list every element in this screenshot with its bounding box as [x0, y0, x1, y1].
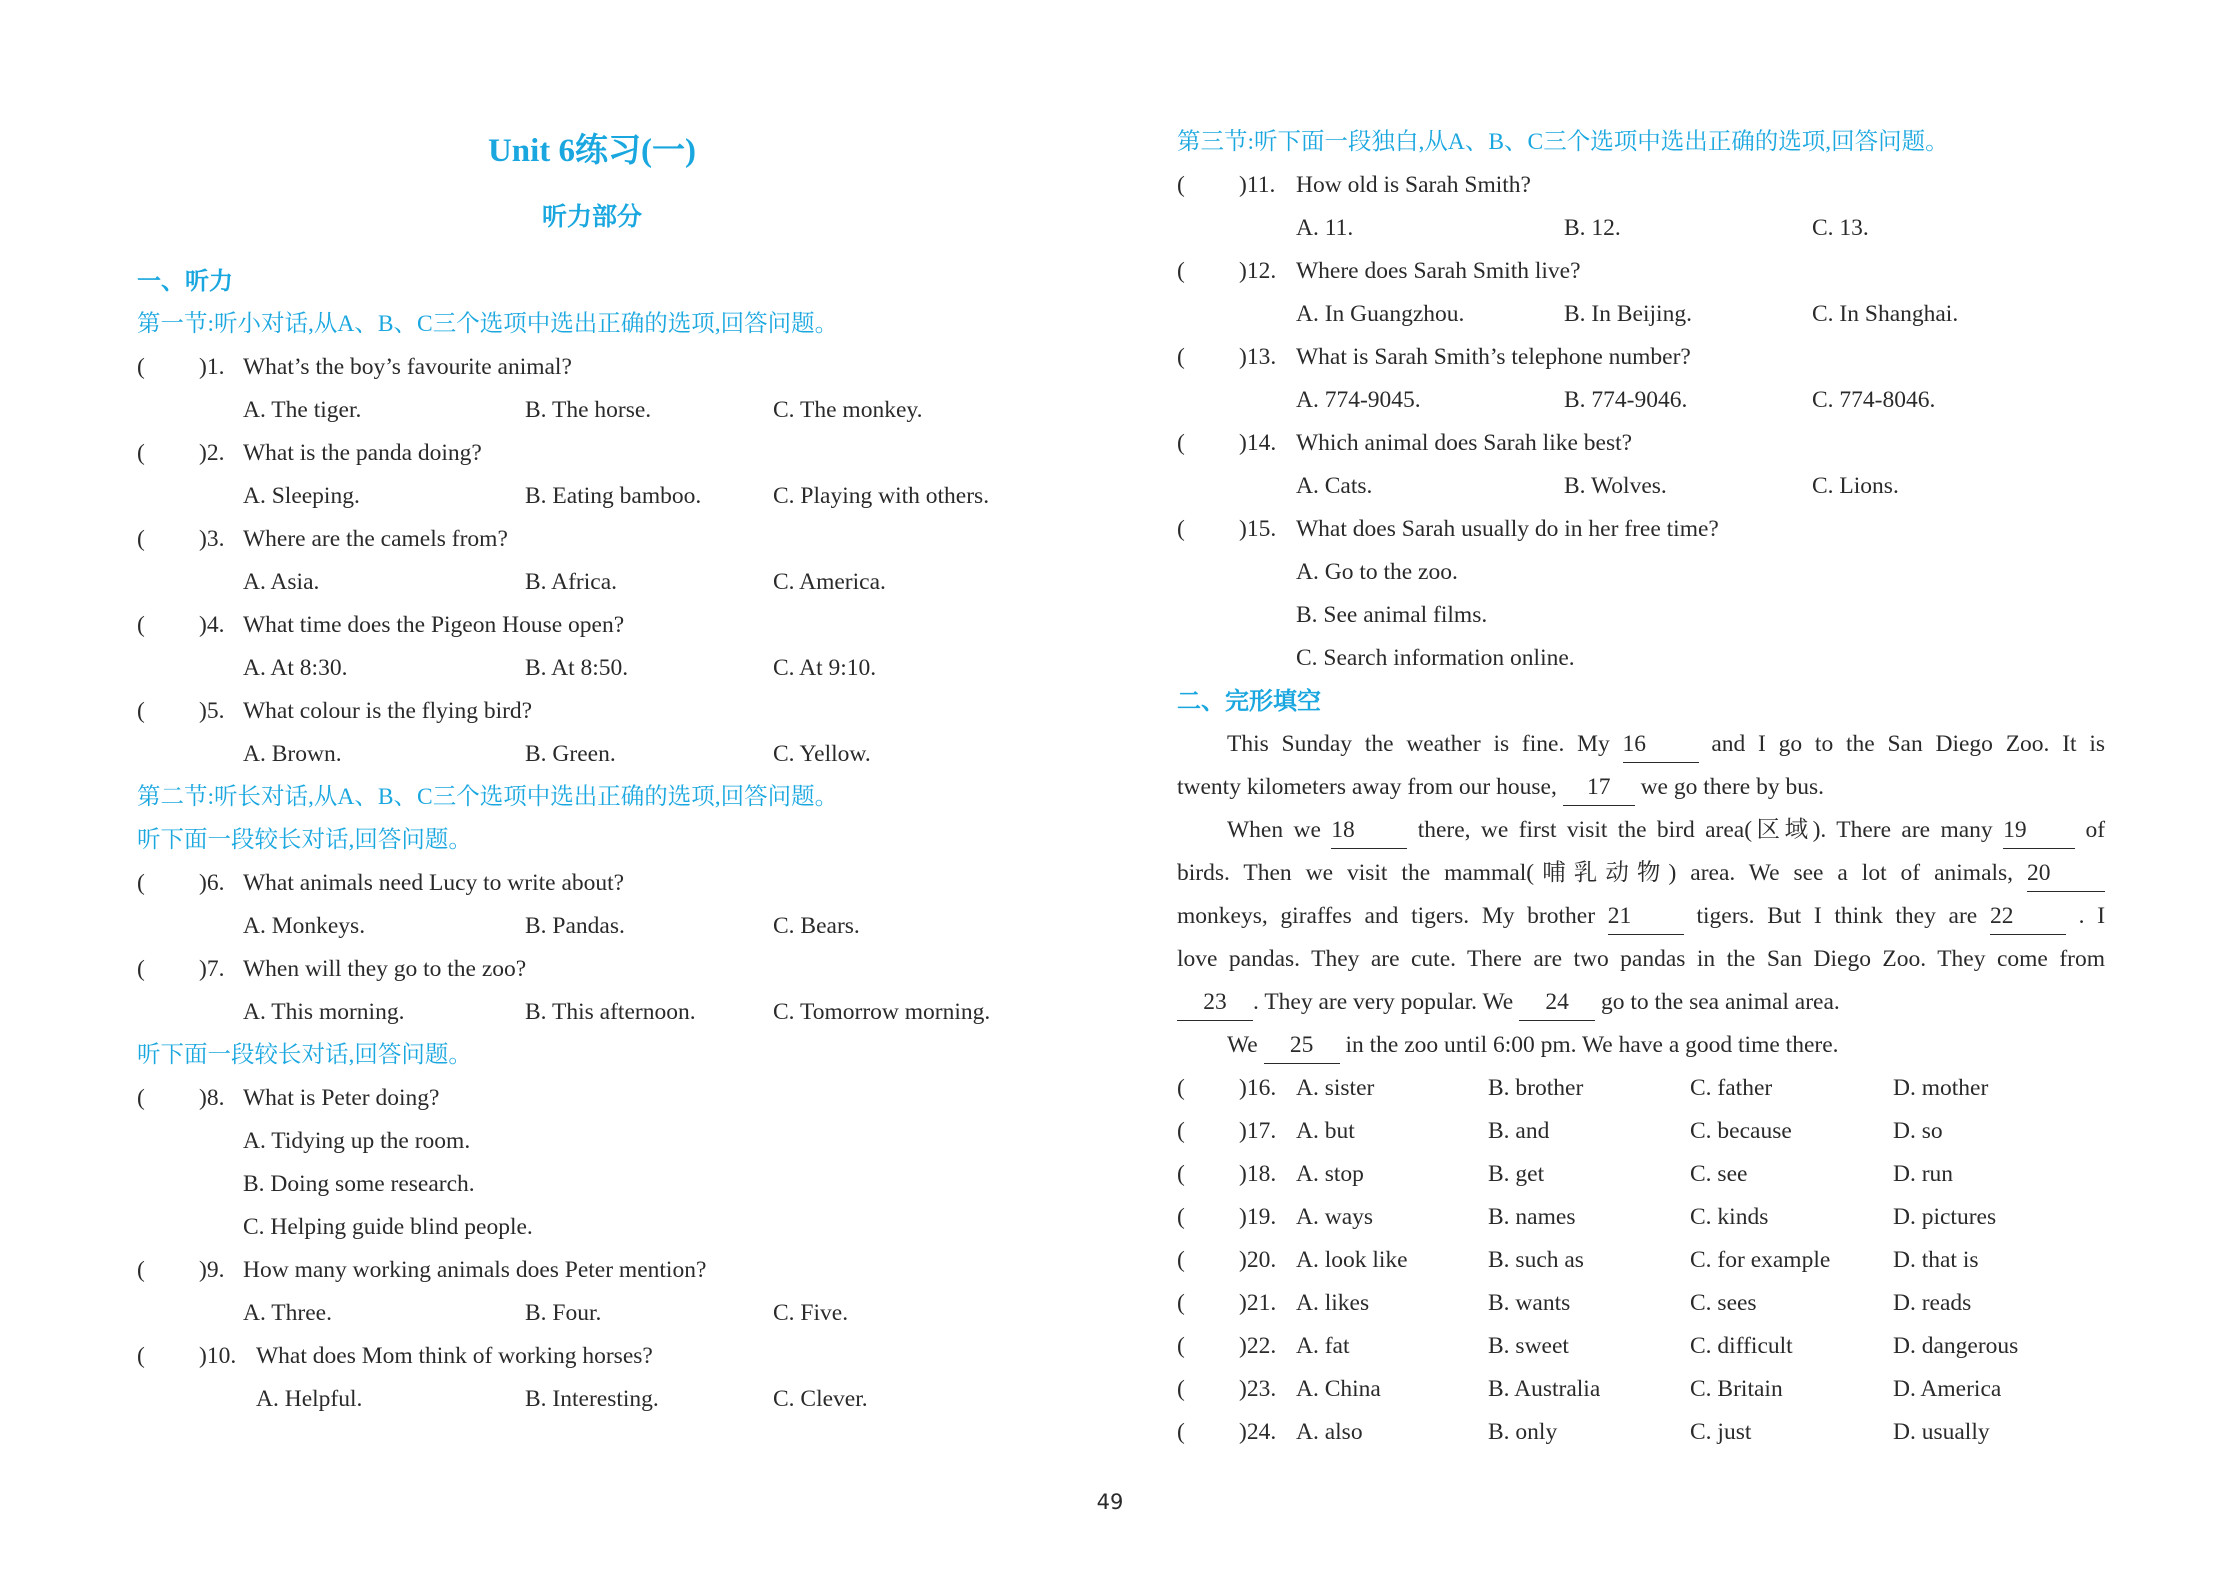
blank-17[interactable]: 17: [1563, 769, 1635, 806]
question-number: )23.: [1239, 1376, 1277, 1402]
option-c: C. sees: [1690, 1290, 1757, 1316]
option-b: B. See animal films.: [1296, 602, 1488, 628]
option-a: A. also: [1296, 1419, 1363, 1445]
option-a: A. In Guangzhou.: [1296, 301, 1465, 327]
question-number: )22.: [1239, 1333, 1277, 1359]
question-number: )14.: [1239, 430, 1277, 456]
passage-line-7: [1177, 981, 1840, 1024]
option-b: B. Wolves.: [1564, 473, 1667, 499]
option-d: D. mother: [1893, 1075, 1989, 1101]
option-b: B. In Beijing.: [1564, 301, 1692, 327]
passage-text: monkeys, giraffes and tigers. My brother: [1177, 903, 1596, 929]
option-a: A. Asia.: [243, 569, 320, 595]
answer-bracket[interactable]: (: [1177, 258, 1185, 284]
option-b: B. Eating bamboo.: [525, 483, 702, 509]
option-b: B. Green.: [525, 741, 616, 767]
option-a: A. Cats.: [1296, 473, 1373, 499]
part2-instruction: 第二节:听长对话,从A、B、C三个选项中选出正确的选项,回答问题。: [137, 784, 839, 810]
blank-25[interactable]: 25: [1264, 1027, 1340, 1064]
passage-line-6: love pandas. They are cute. There are two pandas in the San Diego Zoo. They come from: [1177, 946, 2105, 972]
option-b: B. 12.: [1564, 215, 1621, 241]
question-number: )19.: [1239, 1204, 1277, 1230]
passage-text: in the zoo until 6:00 pm. We have a good time there.: [1345, 1032, 1839, 1058]
section-subtitle: 听力部分: [541, 202, 642, 231]
option-c: C. Lions.: [1812, 473, 1899, 499]
answer-bracket[interactable]: (: [137, 698, 145, 724]
question-number: )24.: [1239, 1419, 1277, 1445]
option-a: A. China: [1296, 1376, 1381, 1402]
option-b: B. sweet: [1488, 1333, 1569, 1359]
question-number: )5.: [199, 698, 225, 724]
question-text: Which animal does Sarah like best?: [1296, 430, 1633, 456]
option-d: D. dangerous: [1893, 1333, 2019, 1359]
option-c: C. Yellow.: [773, 741, 871, 767]
passage-text: go to the sea animal area.: [1600, 989, 1840, 1015]
option-b: B. Doing some research.: [243, 1171, 475, 1197]
option-b: B. The horse.: [525, 397, 652, 423]
passage-text: twenty kilometers away from our house,: [1177, 774, 1557, 800]
blank-22[interactable]: 22: [1990, 898, 2066, 935]
option-c: C. Five.: [773, 1300, 849, 1326]
option-c: C. Playing with others.: [773, 483, 990, 509]
blank-23[interactable]: 23: [1177, 984, 1253, 1021]
question-number: )1.: [199, 354, 225, 380]
question-text: What colour is the flying bird?: [243, 698, 533, 724]
passage-line-5: [1177, 895, 2105, 938]
passage-line-1: [1177, 723, 2105, 766]
question-text: What time does the Pigeon House open?: [243, 612, 625, 638]
question-number: )18.: [1239, 1161, 1277, 1187]
question-number: )15.: [1239, 516, 1277, 542]
option-b: B. only: [1488, 1419, 1558, 1445]
answer-bracket[interactable]: (: [137, 1343, 145, 1369]
answer-bracket[interactable]: (: [1177, 1376, 1185, 1402]
passage-text: When we: [1227, 817, 1321, 843]
question-number: )21.: [1239, 1290, 1277, 1316]
option-b: B. This afternoon.: [525, 999, 696, 1025]
question-number: )2.: [199, 440, 225, 466]
option-b: B. such as: [1488, 1247, 1584, 1273]
answer-bracket[interactable]: (: [1177, 1075, 1185, 1101]
part2a-instruction: 听下面一段较长对话,回答问题。: [137, 827, 472, 853]
option-a: A. Helpful.: [256, 1386, 363, 1412]
option-b: B. wants: [1488, 1290, 1571, 1316]
answer-bracket[interactable]: (: [137, 354, 145, 380]
passage-text: we go there by bus.: [1640, 774, 1824, 800]
section1-heading: 一、听力: [137, 267, 233, 295]
option-c: C. Tomorrow morning.: [773, 999, 991, 1025]
option-c: C. because: [1690, 1118, 1792, 1144]
question-text: What’s the boy’s favourite animal?: [243, 354, 572, 380]
option-c: C. for example: [1690, 1247, 1831, 1273]
passage-line-8: [1227, 1024, 1839, 1067]
option-c: C. At 9:10.: [773, 655, 877, 681]
question-number: )11.: [1239, 172, 1276, 198]
part2b-instruction: 听下面一段较长对话,回答问题。: [137, 1042, 472, 1068]
question-text: How many working animals does Peter mention?: [243, 1257, 707, 1283]
option-a: A. 774-9045.: [1296, 387, 1421, 413]
option-a: A. sister: [1296, 1075, 1375, 1101]
question-text: How old is Sarah Smith?: [1296, 172, 1531, 198]
answer-bracket[interactable]: (: [1177, 1204, 1185, 1230]
option-a: A. but: [1296, 1118, 1355, 1144]
answer-bracket[interactable]: (: [1177, 344, 1185, 370]
option-d: D. that is: [1893, 1247, 1979, 1273]
blank-20[interactable]: 20: [2027, 855, 2105, 892]
option-b: B. Pandas.: [525, 913, 625, 939]
blank-19[interactable]: 19: [2003, 812, 2075, 849]
option-a: A. At 8:30.: [243, 655, 348, 681]
answer-bracket[interactable]: (: [137, 1085, 145, 1111]
option-a: A. ways: [1296, 1204, 1374, 1230]
question-text: What is the panda doing?: [243, 440, 482, 466]
question-text: What does Mom think of working horses?: [256, 1343, 653, 1369]
option-c: C. 13.: [1812, 215, 1869, 241]
answer-bracket[interactable]: (: [1177, 1419, 1185, 1445]
answer-bracket[interactable]: (: [1177, 1118, 1185, 1144]
question-number: )16.: [1239, 1075, 1277, 1101]
passage-text: there, we first visit the bird area(区域). There are many: [1417, 817, 1993, 843]
page-number: 49: [1096, 1490, 1124, 1514]
question-number: )7.: [199, 956, 225, 982]
question-number: )10.: [199, 1343, 237, 1369]
option-c: C. see: [1690, 1161, 1748, 1187]
option-b: B. get: [1488, 1161, 1545, 1187]
option-a: A. Sleeping.: [243, 483, 360, 509]
answer-bracket[interactable]: (: [1177, 1247, 1185, 1273]
question-number: )4.: [199, 612, 225, 638]
option-a: A. This morning.: [243, 999, 405, 1025]
answer-bracket[interactable]: (: [1177, 1333, 1185, 1359]
passage-text: birds. Then we visit the mammal(哺乳动物) area. We see a lot of animals,: [1177, 860, 2014, 886]
option-c: C. Clever.: [773, 1386, 868, 1412]
blank-18[interactable]: 18: [1331, 812, 1407, 849]
question-text: When will they go to the zoo?: [243, 956, 527, 982]
passage-text: . They are very popular. We: [1253, 989, 1514, 1015]
question-text: What is Peter doing?: [243, 1085, 440, 1111]
option-b: B. brother: [1488, 1075, 1584, 1101]
option-b: B. Australia: [1488, 1376, 1601, 1402]
option-d: D. reads: [1893, 1290, 1972, 1316]
answer-bracket[interactable]: (: [137, 526, 145, 552]
part3-instruction: 第三节:听下面一段独白,从A、B、C三个选项中选出正确的选项,回答问题。: [1177, 129, 1949, 155]
question-number: )20.: [1239, 1247, 1277, 1273]
passage-text: of: [2085, 817, 2106, 843]
option-c: C. Search information online.: [1296, 645, 1575, 671]
answer-bracket[interactable]: (: [137, 440, 145, 466]
section2-heading: 二、完形填空: [1177, 687, 1321, 715]
option-b: B. At 8:50.: [525, 655, 629, 681]
option-c: C. In Shanghai.: [1812, 301, 1959, 327]
option-a: A. The tiger.: [243, 397, 362, 423]
option-b: B. Interesting.: [525, 1386, 659, 1412]
option-b: B. 774-9046.: [1564, 387, 1688, 413]
option-a: A. Brown.: [243, 741, 342, 767]
passage-line-2: [1177, 766, 1824, 809]
option-c: C. The monkey.: [773, 397, 923, 423]
blank-24[interactable]: 24: [1519, 984, 1595, 1021]
option-b: B. and: [1488, 1118, 1550, 1144]
option-d: D. usually: [1893, 1419, 1990, 1445]
option-c: C. just: [1690, 1419, 1752, 1445]
option-c: C. 774-8046.: [1812, 387, 1936, 413]
answer-bracket[interactable]: (: [1177, 1161, 1185, 1187]
part1-instruction: 第一节:听小对话,从A、B、C三个选项中选出正确的选项,回答问题。: [137, 311, 839, 337]
option-c: C. Helping guide blind people.: [243, 1214, 533, 1240]
passage-text: We: [1227, 1032, 1258, 1058]
option-a: A. Monkeys.: [243, 913, 366, 939]
answer-bracket[interactable]: (: [137, 612, 145, 638]
option-c: C. Britain: [1690, 1376, 1783, 1402]
option-d: D. run: [1893, 1161, 1954, 1187]
option-a: A. Tidying up the room.: [243, 1128, 471, 1154]
answer-bracket[interactable]: (: [137, 956, 145, 982]
option-a: A. Three.: [243, 1300, 332, 1326]
question-number: )6.: [199, 870, 225, 896]
question-number: )8.: [199, 1085, 225, 1111]
option-b: B. Four.: [525, 1300, 602, 1326]
question-text: What animals need Lucy to write about?: [243, 870, 625, 896]
answer-bracket[interactable]: (: [1177, 516, 1185, 542]
answer-bracket[interactable]: (: [1177, 1290, 1185, 1316]
page-title: Unit 6练习(一): [487, 133, 697, 169]
option-c: C. difficult: [1690, 1333, 1793, 1359]
question-text: What is Sarah Smith’s telephone number?: [1296, 344, 1691, 370]
option-a: A. look like: [1296, 1247, 1408, 1273]
question-text: Where does Sarah Smith live?: [1296, 258, 1581, 284]
question-number: )13.: [1239, 344, 1277, 370]
option-c: C. father: [1690, 1075, 1773, 1101]
option-c: C. America.: [773, 569, 886, 595]
option-a: A. fat: [1296, 1333, 1350, 1359]
option-c: C. Bears.: [773, 913, 860, 939]
passage-text: and I go to the San Diego Zoo. It is: [1711, 731, 2106, 757]
passage-text: . I: [2078, 903, 2106, 929]
option-a: A. stop: [1296, 1161, 1364, 1187]
option-b: B. names: [1488, 1204, 1576, 1230]
question-number: )9.: [199, 1257, 225, 1283]
question-number: )17.: [1239, 1118, 1277, 1144]
option-b: B. Africa.: [525, 569, 618, 595]
blank-16[interactable]: 16: [1623, 726, 1699, 763]
answer-bracket[interactable]: (: [137, 870, 145, 896]
passage-text: tigers. But I think they are: [1696, 903, 1978, 929]
passage-line-4: [1177, 852, 2105, 895]
option-c: C. kinds: [1690, 1204, 1769, 1230]
option-a: A. 11.: [1296, 215, 1354, 241]
answer-bracket[interactable]: (: [1177, 172, 1185, 198]
option-a: A. Go to the zoo.: [1296, 559, 1458, 585]
option-d: D. America: [1893, 1376, 2002, 1402]
option-d: D. pictures: [1893, 1204, 1997, 1230]
question-number: )12.: [1239, 258, 1277, 284]
passage-text: This Sunday the weather is fine. My: [1227, 731, 1610, 757]
option-a: A. likes: [1296, 1290, 1370, 1316]
answer-bracket[interactable]: (: [1177, 430, 1185, 456]
option-d: D. so: [1893, 1118, 1943, 1144]
passage-line-3: [1177, 809, 2105, 852]
question-text: What does Sarah usually do in her free time?: [1296, 516, 1719, 542]
question-number: )3.: [199, 526, 225, 552]
blank-21[interactable]: 21: [1608, 898, 1684, 935]
answer-bracket[interactable]: (: [137, 1257, 145, 1283]
question-text: Where are the camels from?: [243, 526, 508, 552]
